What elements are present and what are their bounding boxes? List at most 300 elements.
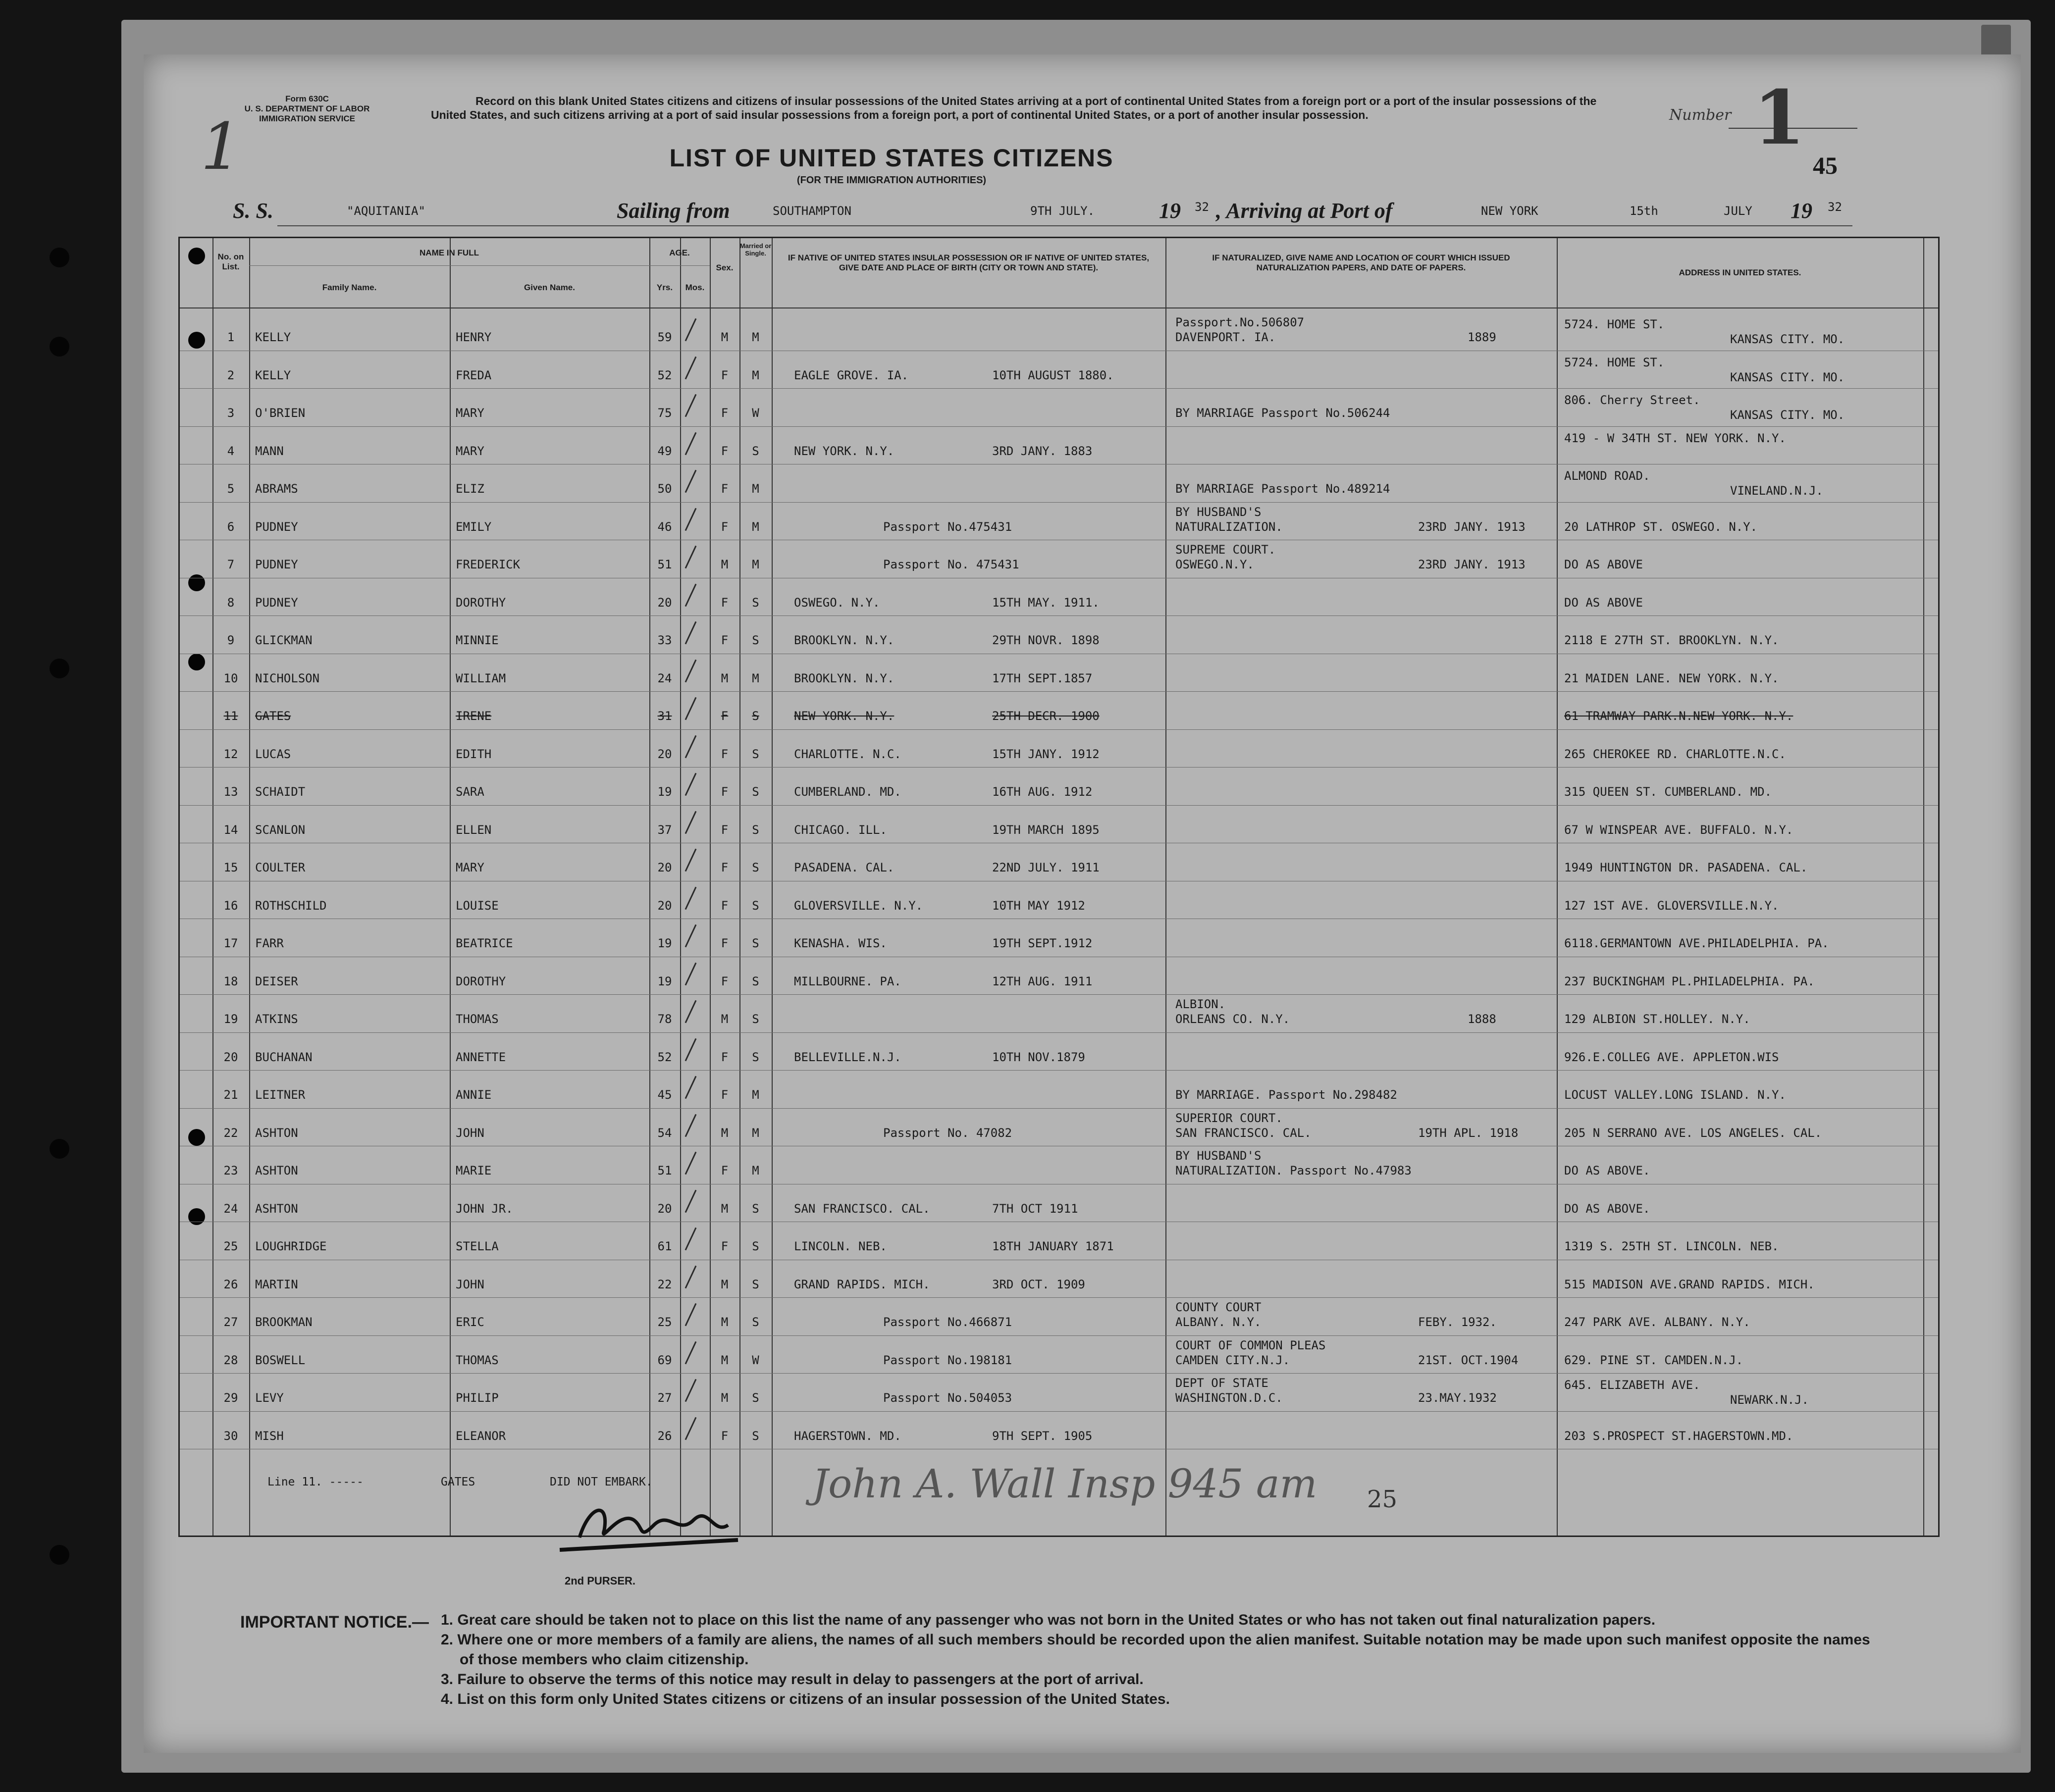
cell-no: 2 [227,368,235,382]
cell-birth-date: Passport No. 475431 [883,558,1019,571]
cell-addr-2: 926.E.COLLEG AVE. APPLETON.WIS [1564,1050,1779,1064]
cell-family: NICHOLSON [255,671,320,685]
cell-sex: F [721,1050,729,1064]
cell-birth-date: Passport No.475431 [883,519,1012,534]
year-arrive: 32 [1828,200,1842,214]
binder-hole [50,1139,69,1159]
cell-family: COULTER [255,861,306,874]
cell-nat-2: DAVENPORT. IA. [1175,330,1276,344]
cell-birth-place: SAN FRANCISCO. CAL. [794,1201,930,1216]
cell-nat-2: NATURALIZATION. Passport No.47983 [1175,1164,1412,1178]
cell-sex: M [721,1391,729,1405]
cell-sex: M [721,1201,729,1216]
cell-birth-date: 7TH OCT 1911 [992,1201,1078,1216]
cell-nat-2: NATURALIZATION. [1175,519,1283,534]
cell-given: LOUISE [456,898,499,913]
cell-no: 27 [223,1315,238,1329]
cell-given: JOHN [456,1126,484,1140]
cell-sex: F [721,936,729,950]
cell-yrs: 46 [657,519,672,534]
sailing-label: Sailing from [617,199,730,223]
cell-family: KELLY [255,330,291,344]
cell-addr-2: 127 1ST AVE. GLOVERSVILLE.N.Y. [1564,898,1779,913]
cell-birth-place: BROOKLYN. N.Y. [794,633,895,647]
cell-ms: S [752,785,759,799]
check-mark [685,1265,697,1288]
cell-nat-2: WASHINGTON.D.C. [1175,1391,1283,1405]
cell-yrs: 20 [657,595,672,610]
cell-nat-1: Passport.No.506807 [1175,315,1305,329]
line-note-status: DID NOT EMBARK. [550,1476,653,1488]
cell-birth-place: EAGLE GROVE. IA. [794,368,909,382]
cell-no: 5 [227,482,235,496]
cell-ms: S [752,595,759,610]
cell-sex: M [721,558,729,571]
cell-family: BROOKMAN [255,1315,313,1329]
year-sail: 32 [1195,200,1209,214]
cell-nat-2: SAN FRANCISCO. CAL. [1175,1126,1312,1140]
check-mark [685,583,697,607]
cell-birth-place: LINCOLN. NEB. [794,1239,887,1253]
cell-yrs: 33 [657,633,672,647]
cell-birth-date: 22ND JULY. 1911 [992,861,1100,874]
col-header-naturalized: IF NATURALIZED, GIVE NAME AND LOCATION OF COURT WHICH ISSUED NATURALIZATION PAPERS, AND DATE OF PAPERS. [1212,253,1510,272]
cell-birth-date: 15TH JANY. 1912 [992,747,1100,761]
cell-birth-date: 10TH AUGUST 1880. [992,368,1114,382]
notice-body [441,1610,1877,1709]
cell-nat-date: 23RD JANY. 1913 [1418,519,1526,534]
cell-family: PUDNEY [255,595,298,610]
cell-ms: M [752,519,759,534]
cell-yrs: 20 [657,861,672,874]
page-number: 45 [1813,152,1838,179]
cell-birth-place: CHICAGO. ILL. [794,822,887,837]
cell-given: FREDERICK [456,558,521,571]
cell-given: EDITH [456,747,492,761]
cell-ms: S [752,898,759,913]
cell-given: WILLIAM [456,671,506,685]
cell-yrs: 20 [657,747,672,761]
cell-yrs: 27 [657,1391,672,1405]
cell-no: 9 [227,633,235,647]
cell-given: ANNIE [456,1088,492,1102]
cell-birth-place: BELLEVILLE.N.J. [794,1050,901,1064]
cell-yrs: 19 [657,785,672,799]
cell-family: ATKINS [255,1012,298,1026]
check-mark [685,318,697,342]
cell-sex: F [721,406,729,420]
check-mark [685,1417,697,1440]
cell-yrs: 20 [657,1201,672,1216]
cell-no: 12 [223,747,238,761]
check-mark [685,849,697,872]
cell-family: LEVY [255,1391,284,1405]
check-mark [685,621,697,645]
cell-addr-1: 419 - W 34TH ST. NEW YORK. N.Y. [1564,431,1786,445]
cell-given: STELLA [456,1239,499,1253]
cell-birth-date: 19TH MARCH 1895 [992,822,1100,837]
cell-no: 29 [223,1391,238,1405]
number-value: 1 [1753,74,1805,161]
page-subtitle: (FOR THE IMMIGRATION AUTHORITIES) [796,175,987,186]
cell-nat-1: SUPERIOR COURT. [1175,1111,1283,1125]
cell-sex: F [721,595,729,610]
cell-family: SCANLON [255,822,306,837]
arrival-month: JULY [1724,204,1752,218]
cell-addr-2: 6118.GERMANTOWN AVE.PHILADELPHIA. PA. [1564,936,1829,950]
cell-birth-date: 18TH JANUARY 1871 [992,1239,1114,1253]
cell-ms: S [752,1012,759,1026]
cell-family: SCHAIDT [255,785,306,799]
cell-birth-date: 19TH SEPT.1912 [992,936,1093,950]
cell-addr-2: LOCUST VALLEY.LONG ISLAND. N.Y. [1564,1088,1786,1102]
cell-nat-2: ORLEANS CO. N.Y. [1175,1012,1290,1026]
cell-given: JOHN JR. [456,1201,513,1216]
cell-ms: M [752,368,759,382]
cell-given: IRENE [456,709,492,723]
cell-birth-date: 9TH SEPT. 1905 [992,1429,1093,1443]
cell-no: 14 [223,822,238,837]
sailing-date: 9TH JULY. [1030,204,1095,218]
cell-nat-date: 21ST. OCT.1904 [1418,1353,1519,1367]
cell-birth-date: Passport No.198181 [883,1353,1012,1367]
check-mark [685,1114,697,1137]
cell-no: 17 [223,936,238,950]
cell-addr-2: 237 BUCKINGHAM PL.PHILADELPHIA. PA. [1564,974,1815,988]
cell-addr-2: 129 ALBION ST.HOLLEY. N.Y. [1564,1012,1750,1026]
cell-sex: M [721,1012,729,1026]
line-note-name: GATES [441,1476,475,1488]
cell-nat-date: 1889 [1468,330,1496,344]
cell-nat-date: FEBY. 1932. [1418,1315,1497,1329]
cell-ms: S [752,1391,759,1405]
cell-family: MANN [255,444,284,458]
cell-ms: M [752,558,759,571]
binder-hole [50,248,69,267]
cell-yrs: 22 [657,1277,672,1291]
cell-no: 13 [223,785,238,799]
cell-birth-place: NEW YORK. N.Y. [794,709,895,723]
cell-given: MARIE [456,1164,492,1178]
cell-ms: S [752,822,759,837]
cell-addr-2: 265 CHEROKEE RD. CHARLOTTE.N.C. [1564,747,1786,761]
cell-sex: M [721,330,729,344]
cell-family: FARR [255,936,284,950]
cell-no: 15 [223,861,238,874]
cell-given: JOHN [456,1277,484,1291]
cell-given: MARY [456,861,484,874]
cell-yrs: 24 [657,671,672,685]
check-mark [685,735,697,758]
cell-nat-1: COURT OF COMMON PLEAS [1175,1338,1326,1352]
cell-nat-date: 1888 [1468,1012,1496,1026]
cell-yrs: 20 [657,898,672,913]
cell-nat-1: COUNTY COURT [1175,1300,1262,1314]
cell-nat-1: BY HUSBAND'S [1175,1149,1262,1163]
cell-yrs: 45 [657,1088,672,1102]
number-label: Number [1669,106,1732,124]
year-prefix-sail: 19 [1159,199,1181,223]
cell-addr-2: 203 S.PROSPECT ST.HAGERSTOWN.MD. [1564,1429,1793,1443]
check-mark [685,394,697,417]
cell-yrs: 50 [657,482,672,496]
check-mark [685,508,697,531]
cell-given: HENRY [456,330,492,344]
cell-no: 16 [223,898,238,913]
cell-ms: W [752,1353,759,1367]
cell-family: PUDNEY [255,558,298,571]
cell-ms: S [752,1050,759,1064]
cell-no: 19 [223,1012,238,1026]
col-header-married: Married or Single. [739,242,772,257]
cell-family: ASHTON [255,1126,298,1140]
cell-birth-date: Passport No.466871 [883,1315,1012,1329]
cell-nat-1: DEPT OF STATE [1175,1376,1268,1390]
cell-no: 1 [227,330,235,344]
cell-given: DOROTHY [456,974,506,988]
cell-ms: S [752,1315,759,1329]
cell-yrs: 52 [657,368,672,382]
cell-sex: M [721,1315,729,1329]
cell-birth-date: 16TH AUG. 1912 [992,785,1093,799]
cell-ms: M [752,671,759,685]
cell-family: LOUGHRIDGE [255,1239,327,1253]
cell-nat-2: OSWEGO.N.Y. [1175,558,1254,571]
cell-addr-1: 5724. HOME ST. [1564,355,1665,369]
cell-nat-2: CAMDEN CITY.N.J. [1175,1353,1290,1367]
cell-no: 25 [223,1239,238,1253]
cell-sex: M [721,671,729,685]
cell-nat-2: BY MARRIAGE Passport No.489214 [1175,482,1390,496]
cell-yrs: 25 [657,1315,672,1329]
cell-yrs: 75 [657,406,672,420]
cell-no: 20 [223,1050,238,1064]
cell-family: MARTIN [255,1277,298,1291]
cell-yrs: 69 [657,1353,672,1367]
cell-given: MARY [456,444,484,458]
cell-given: FREDA [456,368,492,382]
cell-given: ELIZ [456,482,484,496]
cell-sex: F [721,898,729,913]
col-header-family: Family Name. [322,283,377,292]
cell-addr-1: 806. Cherry Street. [1564,393,1700,407]
cell-birth-date: Passport No.504053 [883,1391,1012,1405]
cell-birth-place: MILLBOURNE. PA. [794,974,901,988]
cell-nat-1: BY HUSBAND'S [1175,505,1262,519]
cell-given: ERIC [456,1315,484,1329]
cell-addr-2: KANSAS CITY. MO. [1730,370,1845,384]
notice-item-4: 4. List on this form only United States citizens or citizens of an insular possession of the United States. [441,1691,1170,1707]
check-mark [685,356,697,379]
cell-birth-date: 25TH DECR. 1900 [992,709,1100,723]
cell-birth-place: NEW YORK. N.Y. [794,444,895,458]
cell-ms: S [752,1239,759,1253]
purser-signature [550,1490,748,1570]
cell-ms: S [752,709,759,723]
cell-no: 23 [223,1164,238,1178]
cell-family: BUCHANAN [255,1050,313,1064]
cell-birth-place: PASADENA. CAL. [794,861,895,874]
cell-sex: F [721,444,729,458]
ss-label: S. S. [233,199,273,223]
check-mark [685,962,697,985]
cell-birth-place: GLOVERSVILLE. N.Y. [794,898,923,913]
cell-family: ABRAMS [255,482,298,496]
check-mark [685,470,697,493]
cell-ms: S [752,936,759,950]
cell-ms: S [752,1277,759,1291]
cell-nat-date: 23RD JANY. 1913 [1418,558,1526,571]
cell-addr-2: 61 TRAMWAY PARK.N.NEW YORK. N.Y. [1564,709,1793,723]
binder-hole [50,1545,69,1565]
cell-family: GATES [255,709,291,723]
cell-birth-place: CUMBERLAND. MD. [794,785,901,799]
cell-sex: M [721,1277,729,1291]
cell-family: DEISER [255,974,298,988]
cell-ms: M [752,330,759,344]
cell-birth-date: 29TH NOVR. 1898 [992,633,1100,647]
cell-sex: M [721,1126,729,1140]
form-number: Form 630C [285,94,329,103]
check-mark [685,1152,697,1175]
cell-yrs: 78 [657,1012,672,1026]
cell-addr-2: 1949 HUNTINGTON DR. PASADENA. CAL. [1564,861,1808,874]
cell-given: BEATRICE [456,936,513,950]
cell-yrs: 54 [657,1126,672,1140]
cell-no: 21 [223,1088,238,1102]
check-mark [685,1379,697,1402]
cell-no: 8 [227,595,235,610]
cell-sex: F [721,974,729,988]
cell-yrs: 37 [657,822,672,837]
cell-no: 11 [223,709,238,723]
sailing-port: SOUTHAMPTON [773,204,851,218]
cell-addr-2: KANSAS CITY. MO. [1730,408,1845,422]
cell-birth-place: CHARLOTTE. N.C. [794,747,901,761]
left-handwritten-mark: 1 [201,109,242,184]
cell-birth-date: Passport No. 47082 [883,1126,1012,1140]
cell-addr-2: 1319 S. 25TH ST. LINCOLN. NEB. [1564,1239,1779,1253]
cell-sex: F [721,1239,729,1253]
binder-hole [50,659,69,678]
check-mark [685,1228,697,1251]
cell-sex: F [721,1429,729,1443]
cell-family: LEITNER [255,1088,306,1102]
cell-sex: F [721,785,729,799]
cell-addr-2: 21 MAIDEN LANE. NEW YORK. N.Y. [1564,671,1779,685]
cell-addr-2: 315 QUEEN ST. CUMBERLAND. MD. [1564,785,1772,799]
cell-birth-date: 10TH MAY 1912 [992,898,1085,913]
cell-addr-2: DO AS ABOVE. [1564,1164,1650,1178]
cell-nat-2: BY MARRIAGE. Passport No.298482 [1175,1088,1397,1102]
check-mark [685,1038,697,1061]
cell-family: KELLY [255,368,291,382]
col-header-name: NAME IN FULL [420,248,479,257]
cell-yrs: 49 [657,444,672,458]
cell-yrs: 61 [657,1239,672,1253]
cell-nat-date: 19TH APL. 1918 [1418,1126,1519,1140]
cell-addr-2: 2118 E 27TH ST. BROOKLYN. N.Y. [1564,633,1779,647]
cell-ms: S [752,444,759,458]
cell-given: ELLEN [456,822,492,837]
cell-no: 6 [227,519,235,534]
cell-no: 7 [227,558,235,571]
form-instruction: Record on this blank United States citizens and citizens of insular possessions of the United States arriving at a port of continental United States from a foreign port or a port of the insular possessions of the United States, and such citizens arriving at a port of said insular possessions from a foreign port, a port of continental United States, or a port of another insular possession. [431,95,1597,121]
arrival-day: 15th [1630,204,1658,218]
col-header-mos: Mos. [685,283,705,292]
col-header-age: AGE. [669,248,690,257]
cell-addr-1: ALMOND ROAD. [1564,469,1650,483]
cell-sex: M [721,1353,729,1367]
cell-addr-2: 67 W WINSPEAR AVE. BUFFALO. N.Y. [1564,822,1793,837]
cell-addr-2: 629. PINE ST. CAMDEN.N.J. [1564,1353,1743,1367]
cell-given: SARA [456,785,484,799]
cell-sex: F [721,633,729,647]
col-header-address: ADDRESS IN UNITED STATES. [1679,268,1801,277]
cell-given: THOMAS [456,1353,499,1367]
service: IMMIGRATION SERVICE [259,114,355,123]
ship-name: "AQUITANIA" [347,204,425,218]
check-mark [685,1341,697,1364]
cell-ms: M [752,1126,759,1140]
manifest-table [178,237,1940,1537]
cell-given: EMILY [456,519,492,534]
cell-addr-2: 247 PARK AVE. ALBANY. N.Y. [1564,1315,1750,1329]
cell-family: ASHTON [255,1164,298,1178]
cell-addr-2: VINELAND.N.J. [1730,484,1823,498]
cell-nat-1: ALBION. [1175,997,1226,1011]
cell-ms: M [752,1088,759,1102]
cell-birth-date: 12TH AUG. 1911 [992,974,1093,988]
cell-birth-date: 3RD OCT. 1909 [992,1277,1085,1291]
cell-birth-place: KENASHA. WIS. [794,936,887,950]
cell-no: 22 [223,1126,238,1140]
cell-yrs: 26 [657,1429,672,1443]
cell-birth-place: HAGERSTOWN. MD. [794,1429,901,1443]
check-mark [685,924,697,948]
cell-given: PHILIP [456,1391,499,1405]
cell-family: ASHTON [255,1201,298,1216]
arrival-port: NEW YORK [1481,204,1538,218]
col-header-no: No. on List. [217,252,244,271]
cell-birth-date: 15TH MAY. 1911. [992,595,1100,610]
cell-ms: S [752,861,759,874]
cell-birth-place: BROOKLYN. N.Y. [794,671,895,685]
cell-family: ROTHSCHILD [255,898,327,913]
cell-family: GLICKMAN [255,633,313,647]
cell-nat-2: ALBANY. N.Y. [1175,1315,1262,1329]
check-mark [685,811,697,834]
cell-yrs: 51 [657,1164,672,1178]
cell-no: 30 [223,1429,238,1443]
cell-given: ANNETTE [456,1050,506,1064]
col-header-sex: Sex. [716,263,734,272]
cell-given: THOMAS [456,1012,499,1026]
check-mark [685,697,697,720]
check-mark [685,432,697,455]
check-mark [685,1000,697,1024]
cell-family: O'BRIEN [255,406,306,420]
cell-given: DOROTHY [456,595,506,610]
cell-ms: S [752,974,759,988]
cell-birth-place: OSWEGO. N.Y. [794,595,880,610]
binder-hole [50,337,69,357]
cell-no: 10 [223,671,238,685]
cell-family: MISH [255,1429,284,1443]
cell-no: 28 [223,1353,238,1367]
check-mark [685,659,697,682]
cell-no: 26 [223,1277,238,1291]
